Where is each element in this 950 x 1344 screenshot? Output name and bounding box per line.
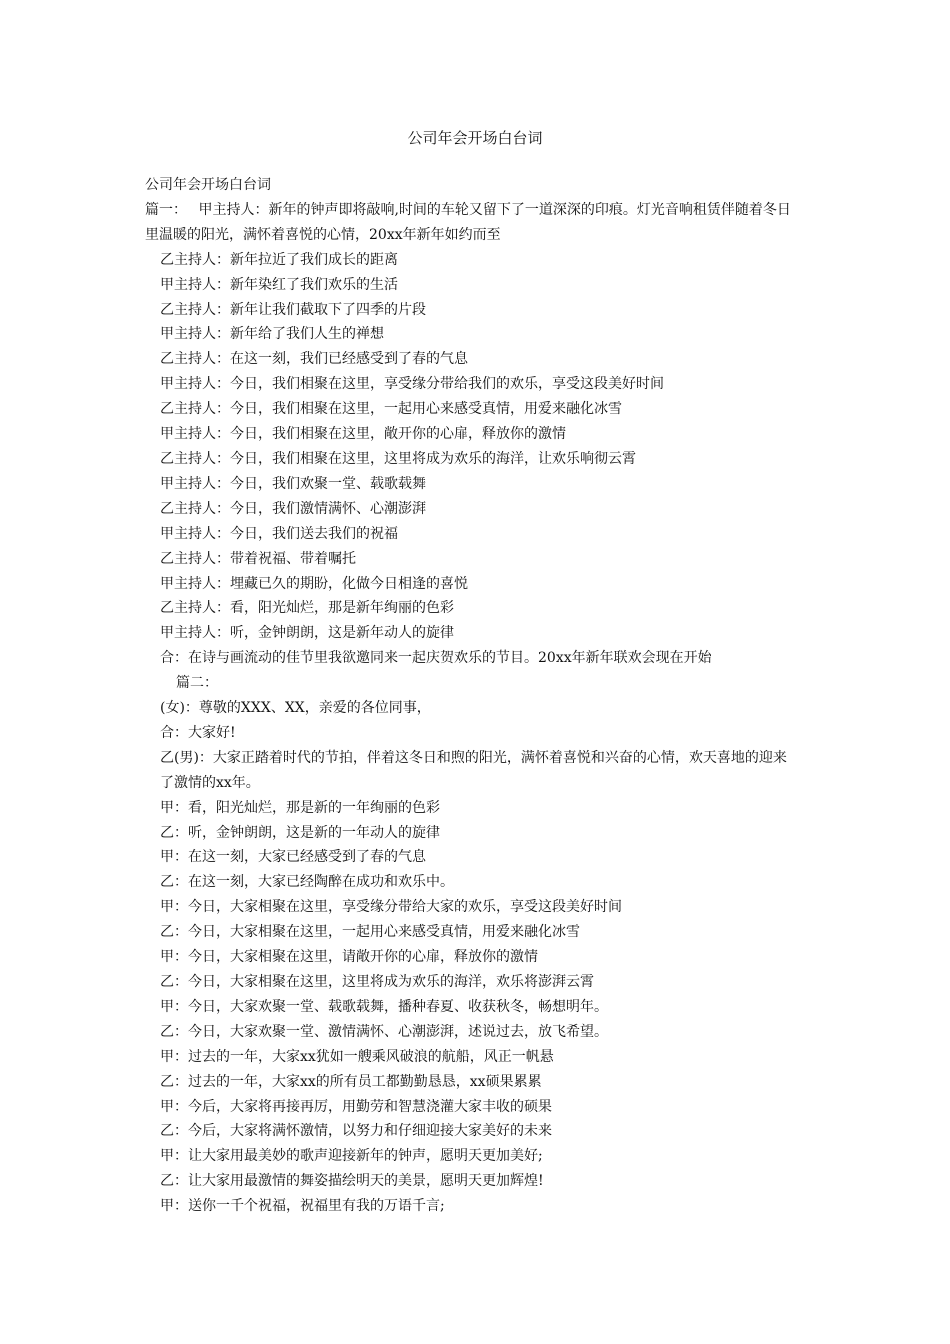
dialogue-line: 乙：今日，大家相聚在这里，这里将成为欢乐的海洋，欢乐将澎湃云霄 xyxy=(160,974,594,990)
dialogue-line: 乙：过去的一年，大家xx的所有员工都勤勤恳恳，xx硕果累累 xyxy=(160,1073,542,1090)
part1-opening-paragraph: 篇一： 甲主持人：新年的钟声即将敲响,时间的车轮又留下了一道深深的印痕。灯光音响租赁伴随着冬日里温暖的阳光，满怀着喜悦的心情，20xx年新年如约而至 xyxy=(145,201,791,243)
dialogue-line: 甲：在这一刻，大家已经感受到了春的气息 xyxy=(160,849,426,866)
dialogue-line: 甲主持人：埋藏已久的期盼，化做今日相逢的喜悦 xyxy=(160,575,468,592)
dialogue-line: 甲：过去的一年，大家xx犹如一艘乘风破浪的航船，风正一帆悬 xyxy=(160,1048,554,1065)
dialogue-line: 乙主持人：新年拉近了我们成长的距离 xyxy=(160,251,398,268)
document-title: 公司年会开场白台词 xyxy=(407,129,543,147)
dialogue-line: 甲主持人：听，金钟朗朗，这是新年动人的旋律 xyxy=(160,625,454,642)
dialogue-line: 乙主持人：今日，我们相聚在这里，这里将成为欢乐的海洋，让欢乐响彻云霄 xyxy=(160,450,636,467)
part1-dialogue-list xyxy=(145,248,800,671)
dialogue-line: 甲：今日，大家相聚在这里，请敞开你的心扉，释放你的激情 xyxy=(160,949,538,966)
dialogue-line: 甲主持人：今日，我们送去我们的祝福 xyxy=(160,525,398,542)
dialogue-line: 甲：看，阳光灿烂，那是新的一年绚丽的色彩 xyxy=(160,799,440,816)
dialogue-line: 乙：今后，大家将满怀激情，以努力和仔细迎接大家美好的未来 xyxy=(160,1123,552,1140)
dialogue-line: 甲主持人：今日，我们欢聚一堂、载歌载舞 xyxy=(160,475,426,492)
dialogue-line: 甲：送你一千个祝福，祝福里有我的万语千言; xyxy=(160,1198,445,1215)
dialogue-line: 乙主持人：看，阳光灿烂，那是新年绚丽的色彩 xyxy=(160,600,454,617)
part2-heading: 篇二： xyxy=(176,675,218,692)
dialogue-line: 甲：今日，大家相聚在这里，享受缘分带给大家的欢乐，享受这段美好时间 xyxy=(160,899,622,916)
dialogue-line: 乙主持人：在这一刻，我们已经感受到了春的气息 xyxy=(160,351,468,368)
part2-greeting: (女)：尊敬的XXX、XX，亲爱的各位同事， xyxy=(160,700,431,717)
part2-male-opening: 乙(男)：大家正踏着时代的节拍，伴着这冬日和煦的阳光，满怀着喜悦和兴奋的心情，欢天喜地的迎来了激情的xx年。 xyxy=(160,749,787,791)
dialogue-line: 甲主持人：新年给了我们人生的禅想 xyxy=(160,326,384,343)
dialogue-line: 乙主持人：今日，我们相聚在这里，一起用心来感受真情，用爱来融化冰雪 xyxy=(160,401,622,418)
dialogue-line: 乙主持人：带着祝福、带着嘱托 xyxy=(160,550,356,567)
dialogue-line: 合：在诗与画流动的佳节里我欲邀同来一起庆贺欢乐的节目。20xx年新年联欢会现在开始 xyxy=(160,650,712,667)
part2-dialogue-list xyxy=(145,796,800,1219)
document-body xyxy=(145,173,800,1219)
dialogue-line: 甲主持人：今日，我们相聚在这里，敞开你的心扉，释放你的激情 xyxy=(160,426,566,443)
dialogue-line: 乙：让大家用最激情的舞姿描绘明天的美景，愿明天更加辉煌! xyxy=(160,1173,544,1190)
dialogue-line: 甲主持人：新年染红了我们欢乐的生活 xyxy=(160,276,398,293)
dialogue-line: 甲：让大家用最美妙的歌声迎接新年的钟声，愿明天更加美好; xyxy=(160,1148,543,1165)
dialogue-line: 甲主持人：今日，我们相聚在这里，享受缘分带给我们的欢乐，享受这段美好时间 xyxy=(160,376,664,393)
dialogue-line: 甲：今日，大家欢聚一堂、载歌载舞，播种春夏、收获秋冬，畅想明年。 xyxy=(160,998,608,1015)
part2-together-line: 合：大家好! xyxy=(160,724,236,741)
dialogue-line: 乙：听，金钟朗朗，这是新的一年动人的旋律 xyxy=(160,824,440,841)
dialogue-line: 乙主持人：今日，我们激情满怀、心潮澎湃 xyxy=(160,500,426,517)
section-subtitle: 公司年会开场白台词 xyxy=(145,177,271,193)
dialogue-line: 甲：今后，大家将再接再厉，用勤劳和智慧浇灌大家丰收的硕果 xyxy=(160,1098,552,1115)
dialogue-line: 乙：在这一刻，大家已经陶醉在成功和欢乐中。 xyxy=(160,874,454,891)
dialogue-line: 乙主持人：新年让我们截取下了四季的片段 xyxy=(160,301,426,318)
dialogue-line: 乙：今日，大家欢聚一堂、激情满怀、心潮澎湃，述说过去，放飞希望。 xyxy=(160,1023,608,1040)
dialogue-line: 乙：今日，大家相聚在这里，一起用心来感受真情，用爱来融化冰雪 xyxy=(160,924,580,941)
